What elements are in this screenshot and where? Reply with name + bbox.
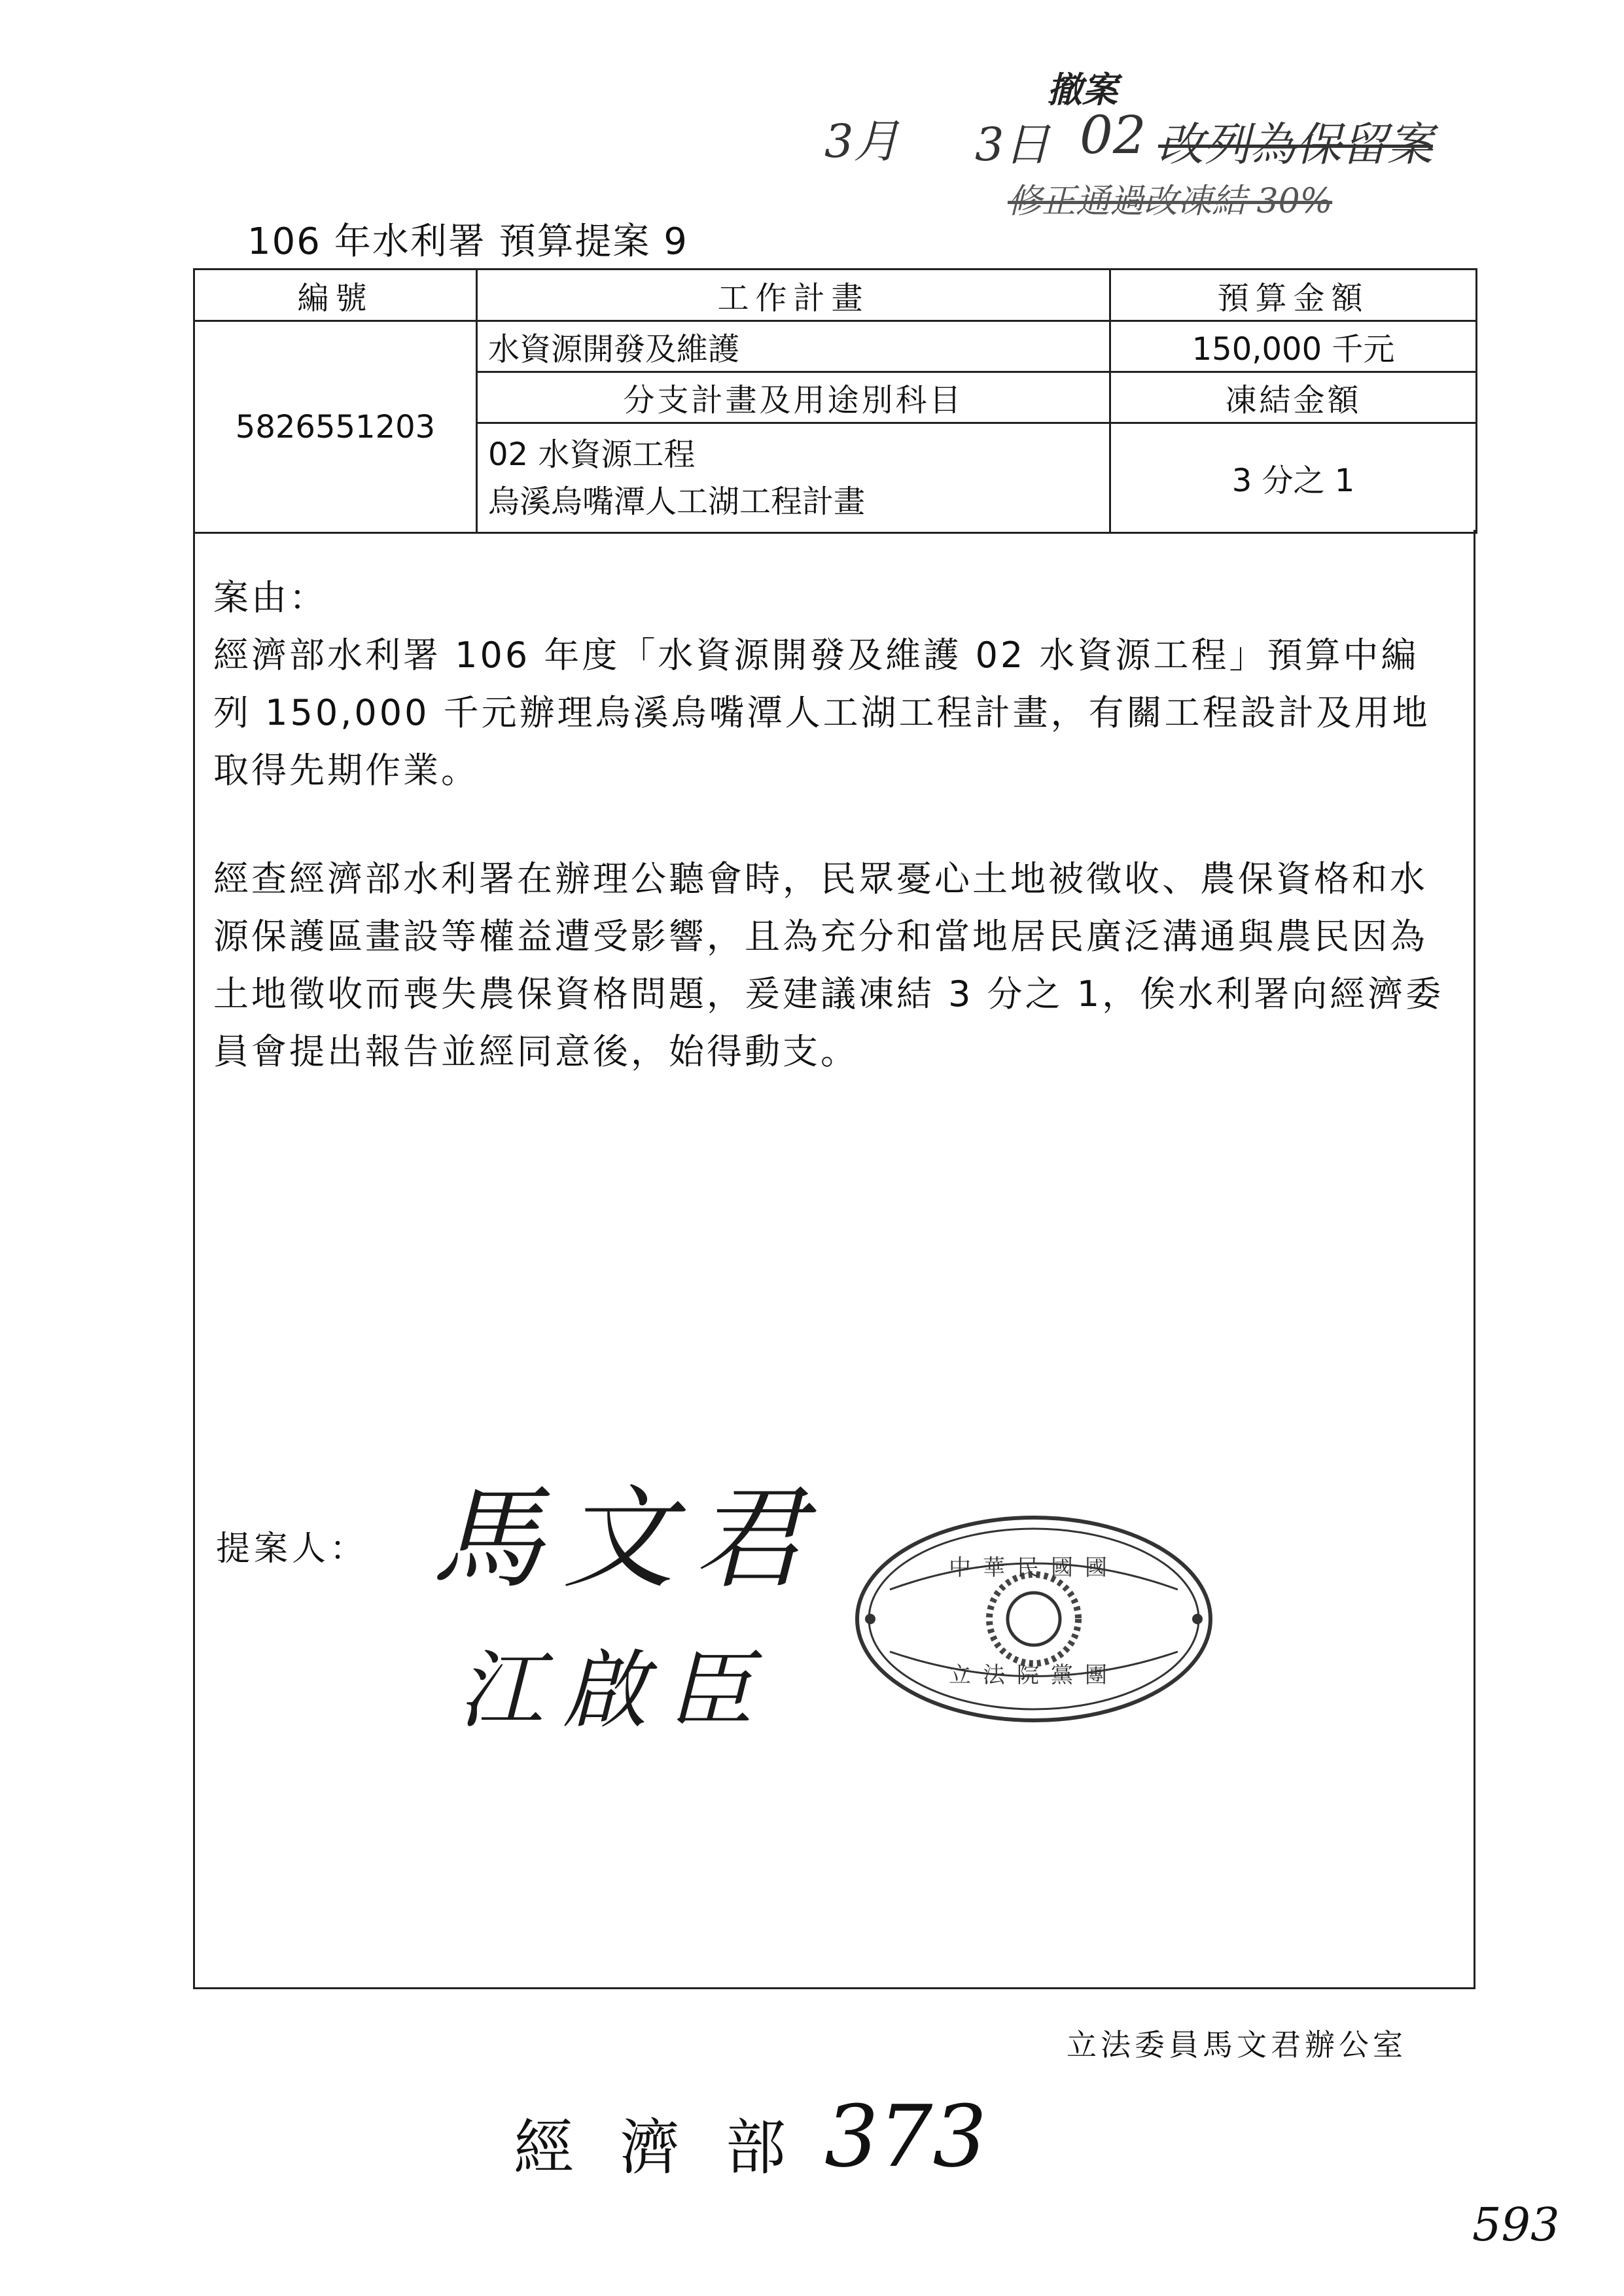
handwritten-date-day: 3日 [975,118,1050,171]
header-amount: 預算金額 [1110,270,1477,321]
freeze-header: 凍結金額 [1110,372,1477,423]
subplan-header: 分支計畫及用途別科目 [477,372,1110,423]
handwritten-cancel-mark: 撤案 [1047,69,1118,111]
handwritten-code: 02 [1080,105,1146,165]
reason-label: 案由： [213,577,327,618]
office-name: 立法委員馬文君辦公室 [1067,2027,1407,2062]
budget-table [193,268,1477,534]
signature-1: 馬文君 [432,1474,825,1604]
header-plan: 工作計畫 [477,270,1110,321]
signature-2: 江啟臣 [458,1641,773,1740]
stamp-top-text: 中華民國國 [949,1555,1119,1581]
subplan-cell [477,423,1110,533]
page-number: 593 [1472,2198,1560,2252]
subplan-line-2: 烏溪烏嘴潭人工湖工程計畫 [488,483,866,520]
reason-paragraph-1: 經濟部水利署 106 年度「水資源開發及維護 02 水資源工程」預算中編列 150,000 千元辦理烏溪烏嘴潭人工湖工程計畫，有關工程設計及用地取得先期作業。 [213,635,1430,791]
budget-code: 5826551203 [194,321,477,533]
freeze-amount: 3 分之 1 [1110,423,1477,533]
reason-paragraph-2: 經查經濟部水利署在辦理公聽會時，民眾憂心土地被徵收、農保資格和水源保護區畫設等權益遭受影響，且為充分和當地居民廣泛溝通與農民因為土地徵收而喪失農保資格問題，爰建議凍結 3 分之 1，俟水利署向經濟委員會提出報告並經同意後，始得動支。 [213,858,1444,1072]
header-code: 編號 [194,270,477,321]
official-seal-stamp [851,1511,1217,1727]
work-plan: 水資源開發及維護 [477,321,1110,372]
handwritten-struck-note-2: 修正通過改凍結 30% [1008,182,1333,221]
stamp-bottom-text: 立法院黨團 [949,1662,1119,1688]
handwritten-date-month: 3月 [824,114,900,168]
ministry-name: 經濟部 [514,2113,832,2183]
reason-box [193,530,1475,1989]
proposer-label: 提案人： [216,1529,368,1569]
document-title: 106 年水利署 預算提案 9 [247,220,688,263]
ministry-number: 373 [824,2087,987,2186]
subplan-line-1: 02 水資源工程 [488,436,696,473]
budget-amount: 150,000 千元 [1110,321,1477,372]
handwritten-struck-note-1: 改列為保留案 [1158,118,1433,171]
